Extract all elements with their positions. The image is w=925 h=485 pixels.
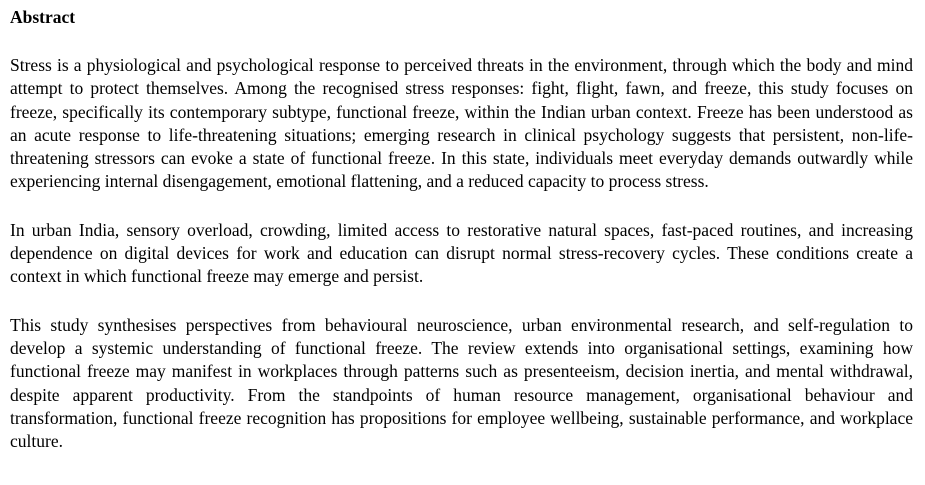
abstract-heading: Abstract [10,7,76,27]
abstract-paragraph-3: This study synthesises perspectives from behavioural neuroscience, urban environmental research, and self-regulation to develop a systemic understanding of functional freeze. The review extends into organisational settings, examining how functional freeze may manifest in workplaces through patterns such as presenteeism, decision inertia, and mental withdrawal, despite apparent productivity. From the standpoints of human resource management, organisational behaviour and transformation, functional freeze recognition has propositions for employee wellbeing, sustainable performance, and workplace culture. [10,314,913,452]
abstract-paragraph-1: Stress is a physiological and psychological response to perceived threats in the environment, through which the body and mind attempt to protect themselves. Among the recognised stress responses: fight, flight, fawn, and freeze, this study focuses on freeze, specifically its contemporary subtype, functional freeze, within the Indian urban context. Freeze has been understood as an acute response to life-threatening situations; emerging research in clinical psychology suggests that persistent, non-life-threatening stressors can evoke a state of functional freeze. In this state, individuals meet everyday demands outwardly while experiencing internal disengagement, emotional flattening, and a reduced capacity to process stress. [10,55,913,192]
abstract-paragraph-2: In urban India, sensory overload, crowding, limited access to restorative natural spaces, fast-paced routines, and increasing dependence on digital devices for work and education can disrupt normal stress-recovery cycles. These conditions create a context in which functional freeze may emerge and persist. [10,219,913,287]
